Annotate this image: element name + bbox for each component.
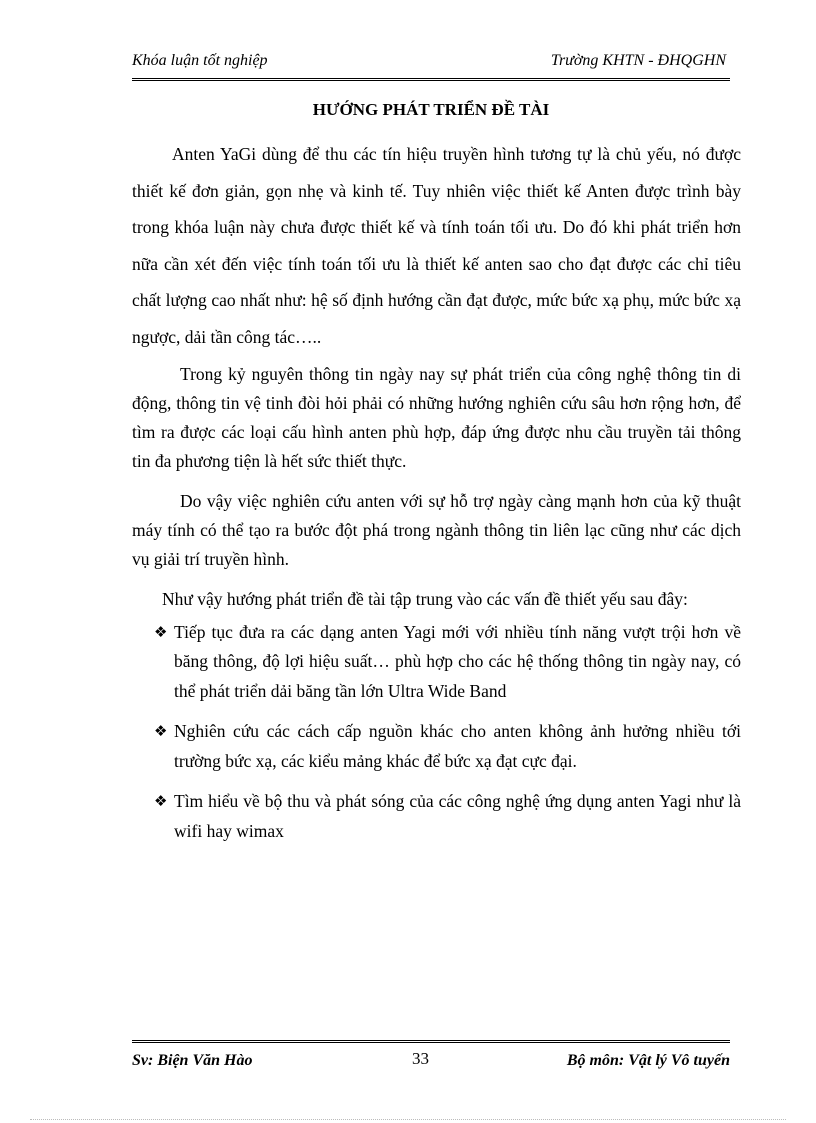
diamond-bullet-icon: ❖ — [154, 792, 168, 811]
page-number: 33 — [412, 1049, 429, 1068]
footer-department-label: Bộ môn: Vật lý Vô tuyến — [566, 1052, 730, 1069]
header-university-label: Trường KHTN - ĐHQGHN — [550, 52, 726, 69]
footer-student-label: Sv: Biện Văn Hào — [132, 1052, 253, 1069]
paragraph-directions: Như vậy hướng phát triển đề tài tập trung vào các vấn đề thiết yếu sau đây: — [162, 588, 688, 609]
list-item — [132, 787, 741, 846]
page-edge-divider — [30, 1119, 786, 1120]
header-thesis-label: Khóa luận tốt nghiệp — [132, 52, 268, 69]
page-footer — [132, 1049, 730, 1076]
list-item-text: Tiếp tục đưa ra các dạng anten Yagi mới với nhiều tính năng vượt trội hơn về băng thông, độ lợi hiệu suất… phù hợp cho các hệ thống thông tin ngày nay, có thể phát triển dải băng tần lớn Ultra Wide Band — [174, 621, 741, 701]
paragraph-research: Do vậy việc nghiên cứu anten với sự hỗ trợ ngày càng mạnh hơn của kỹ thuật máy tính có thể tạo ra bước đột phá trong ngành thông tin liên lạc cũng như các dịch vụ giải trí truyền hình. — [132, 490, 741, 570]
diamond-bullet-icon: ❖ — [154, 722, 168, 741]
direction-list — [132, 618, 741, 847]
list-item — [132, 618, 741, 707]
page-title: HƯỚNG PHÁT TRIỂN ĐỀ TÀI — [312, 100, 550, 119]
footer-rule — [132, 1040, 730, 1043]
list-item-text: Tìm hiểu về bộ thu và phát sóng của các công nghệ ứng dụng anten Yagi như là wifi hay wimax — [174, 791, 741, 841]
paragraph-intro: Anten YaGi dùng để thu các tín hiệu truyền hình tương tự là chủ yếu, nó được thiết kế đơn giản, gọn nhẹ và kinh tế. Tuy nhiên việc thiết kế Anten được trình bày trong khóa luận này chưa được thiết kế và tính toán tối ưu. Do đó khi phát triển hơn nữa cần xét đến việc tính toán tối ưu là thiết kế anten sao cho đạt được các chỉ tiêu chất lượng cao nhất như: hệ số định hướng cần đạt được, mức bức xạ phụ, mức bức xạ ngược, dải tần công tác….. — [132, 144, 741, 347]
list-item-text: Nghiên cứu các cách cấp nguồn khác cho anten không ảnh hưởng nhiều tới trường bức xạ, các kiểu mảng khác để bức xạ đạt cực đại. — [174, 721, 741, 771]
paragraph-mobile-info: Trong kỷ nguyên thông tin ngày nay sự phát triển của công nghệ thông tin di động, thông tin vệ tinh đòi hỏi phải có những hướng nghiên cứu sâu hơn rộng hơn, để tìm ra được các loại cấu hình anten phù hợp, đáp ứng được nhu cầu truyền tải thông tin đa phương tiện là hết sức thiết thực. — [132, 363, 741, 472]
header-rule — [132, 78, 730, 81]
page-header — [132, 52, 726, 76]
diamond-bullet-icon: ❖ — [154, 622, 168, 641]
list-item — [132, 717, 741, 776]
document-body — [132, 136, 741, 857]
